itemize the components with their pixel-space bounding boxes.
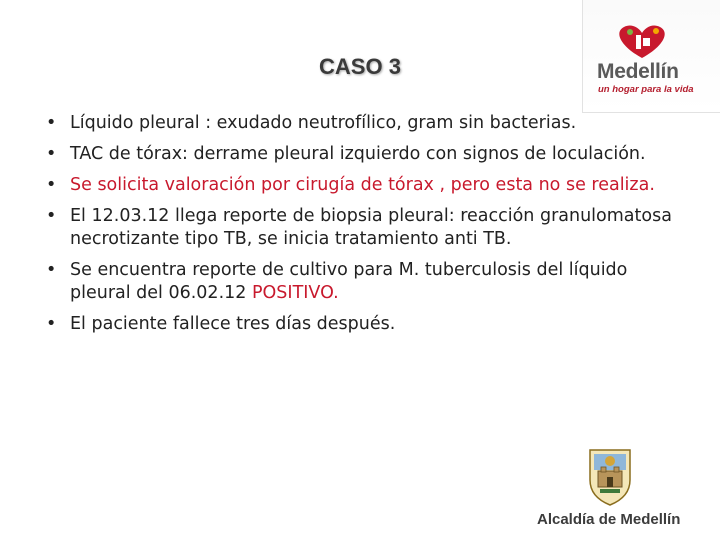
bullet-marker: •: [46, 113, 57, 133]
bullet-text: El 12.03.12 llega reporte de biopsia pleural: reacción granulomatosa necrotizante tipo TB, se inicia tratamiento anti TB.: [70, 206, 672, 249]
brand-wordmark: Medellín: [597, 60, 679, 83]
bullet-marker: •: [46, 314, 57, 334]
bullet-list: [46, 112, 686, 344]
bullet-text: Se solicita valoración por cirugía de tórax , pero esta no se realiza.: [70, 175, 655, 195]
bullet-marker: •: [46, 144, 57, 164]
footer-brand: Alcaldía de Medellín: [537, 511, 681, 528]
bullet-text: El paciente fallece tres días después.: [70, 314, 396, 334]
bullet-marker: •: [46, 260, 57, 280]
bullet-item: [46, 259, 686, 305]
brand-tagline: un hogar para la vida: [598, 84, 694, 95]
slide-title: CASO 3: [319, 54, 401, 79]
bullet-item: [46, 205, 686, 251]
coat-of-arms-icon: [586, 444, 634, 506]
bullet-text-main: Se encuentra reporte de cultivo para M. tuberculosis del líquido pleural del 06.02.12: [70, 260, 628, 303]
bullet-item: [46, 112, 686, 135]
bullet-text: Líquido pleural : exudado neutrofílico, gram sin bacterias.: [70, 113, 577, 133]
bullet-text: [70, 260, 627, 303]
bullet-marker: •: [46, 175, 57, 195]
bullet-item: [46, 143, 686, 166]
bullet-item: [46, 313, 686, 336]
bullet-item: [46, 174, 686, 197]
bullet-marker: •: [46, 206, 57, 226]
bullet-text: TAC de tórax: derrame pleural izquierdo con signos de loculación.: [70, 144, 646, 164]
positive-highlight: POSITIVO.: [251, 283, 339, 303]
